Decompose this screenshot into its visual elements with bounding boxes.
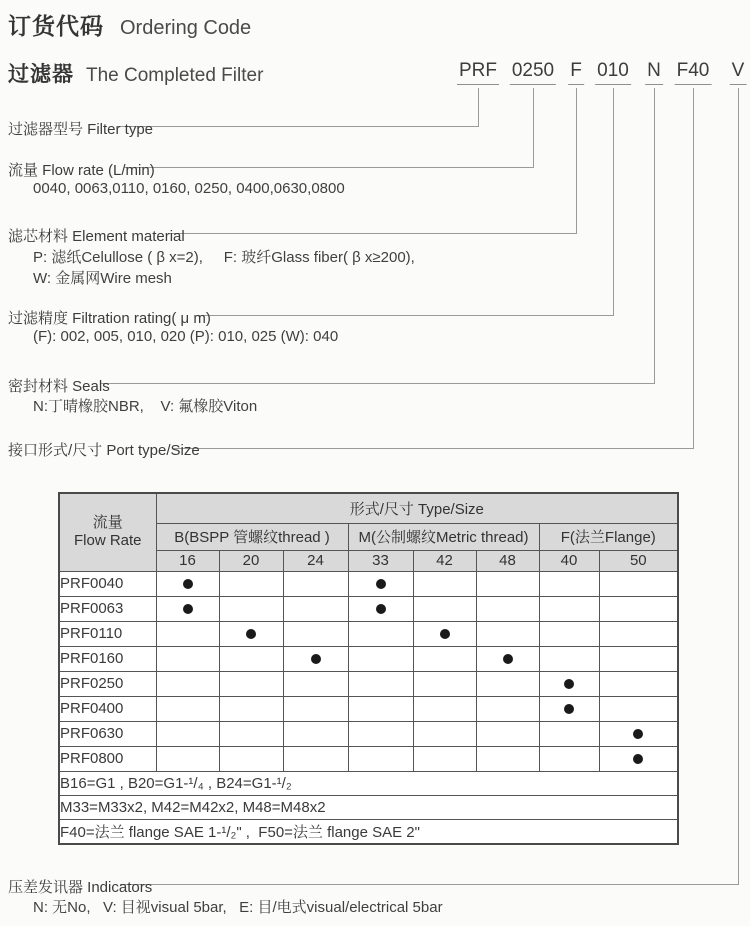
connector-vertical: [654, 88, 655, 383]
availability-dot-icon: [246, 629, 256, 639]
availability-cell: [348, 621, 413, 646]
availability-cell: [156, 596, 219, 621]
section-title: [8, 58, 263, 88]
availability-dot-icon: [183, 604, 193, 614]
section-title-zh: 过滤器: [8, 63, 74, 86]
model-cell: PRF0160: [59, 646, 156, 671]
size-header: 20: [219, 550, 283, 571]
code-segment-f40: F40: [675, 60, 712, 85]
availability-cell: [156, 696, 219, 721]
size-header: 24: [283, 550, 348, 571]
group-header-flange: F(法兰Flange): [539, 523, 678, 550]
field-filtration-rating: 过滤精度 Filtration rating( μ m): [8, 310, 211, 327]
code-segment-0250: 0250: [510, 60, 556, 85]
availability-cell: [476, 721, 539, 746]
availability-cell: [539, 571, 599, 596]
connector-vertical: [613, 88, 614, 315]
model-cell: PRF0063: [59, 596, 156, 621]
table-note-row: [59, 795, 678, 819]
field-filter-type: 过滤器型号 Filter type: [8, 121, 154, 138]
connector-horizontal: [118, 126, 479, 127]
availability-cell: [283, 671, 348, 696]
connector-vertical: [693, 88, 694, 448]
availability-cell: [599, 746, 678, 771]
seals-values: N:丁晴橡胶NBR, V: 氟橡胶Viton: [33, 398, 258, 415]
page-title-en: Ordering Code: [120, 17, 252, 39]
code-segment-n: N: [645, 60, 663, 85]
page-title-zh: 订货代码: [8, 13, 104, 39]
availability-cell: [476, 671, 539, 696]
availability-cell: [539, 671, 599, 696]
availability-cell: [283, 621, 348, 646]
availability-cell: [283, 721, 348, 746]
connector-horizontal: [196, 315, 614, 316]
section-title-en: The Completed Filter: [86, 65, 264, 86]
availability-cell: [348, 596, 413, 621]
availability-dot-icon: [183, 579, 193, 589]
size-header: 40: [539, 550, 599, 571]
availability-cell: [283, 596, 348, 621]
availability-cell: [413, 621, 476, 646]
availability-cell: [476, 646, 539, 671]
table-note-row: [59, 771, 678, 795]
model-cell: PRF0800: [59, 746, 156, 771]
table-note-row: [59, 819, 678, 844]
availability-dot-icon: [564, 679, 574, 689]
size-header: 42: [413, 550, 476, 571]
availability-cell: [413, 571, 476, 596]
table-row: [59, 746, 678, 771]
connector-horizontal: [120, 884, 739, 885]
group-header-metric: M(公制螺纹Metric thread): [348, 523, 539, 550]
availability-cell: [539, 721, 599, 746]
availability-cell: [156, 721, 219, 746]
type-size-header: 形式/尺寸 Type/Size: [156, 493, 678, 523]
availability-cell: [413, 746, 476, 771]
availability-cell: [476, 621, 539, 646]
connector-horizontal: [100, 383, 655, 384]
availability-cell: [219, 746, 283, 771]
availability-dot-icon: [633, 729, 643, 739]
availability-cell: [413, 646, 476, 671]
availability-cell: [539, 746, 599, 771]
availability-cell: [476, 696, 539, 721]
field-element-material: 滤芯材料 Element material: [8, 228, 185, 245]
availability-cell: [599, 646, 678, 671]
availability-cell: [599, 721, 678, 746]
page-title: [8, 8, 251, 41]
availability-cell: [413, 671, 476, 696]
element-material-line1: P: 滤纸Celullose ( β x=2), F: 玻纤Glass fiber( β x≥200),: [33, 249, 415, 266]
model-cell: PRF0110: [59, 621, 156, 646]
availability-cell: [476, 571, 539, 596]
field-indicators: 压差发讯器 Indicators: [8, 879, 153, 896]
availability-cell: [599, 571, 678, 596]
size-header: 48: [476, 550, 539, 571]
availability-cell: [348, 671, 413, 696]
connector-horizontal: [172, 448, 694, 449]
availability-cell: [283, 746, 348, 771]
model-cell: PRF0400: [59, 696, 156, 721]
availability-cell: [599, 696, 678, 721]
model-cell: PRF0630: [59, 721, 156, 746]
availability-cell: [219, 671, 283, 696]
availability-dot-icon: [376, 604, 386, 614]
corner-header-en: Flow Rate: [73, 532, 142, 550]
availability-cell: [219, 596, 283, 621]
availability-cell: [156, 646, 219, 671]
field-seals: 密封材料 Seals: [8, 378, 110, 395]
connector-horizontal: [124, 167, 534, 168]
availability-cell: [413, 721, 476, 746]
connector-horizontal: [168, 233, 577, 234]
availability-cell: [219, 571, 283, 596]
availability-cell: [156, 621, 219, 646]
table-row: [59, 621, 678, 646]
availability-cell: [599, 621, 678, 646]
availability-cell: [156, 671, 219, 696]
corner-header-zh: 流量: [92, 513, 123, 531]
availability-cell: [476, 596, 539, 621]
availability-cell: [156, 571, 219, 596]
availability-cell: [539, 621, 599, 646]
availability-cell: [476, 746, 539, 771]
connector-vertical: [576, 88, 577, 233]
table-row: [59, 596, 678, 621]
field-flow-rate: 流量 Flow rate (L/min): [8, 162, 155, 179]
flow-rate-values: 0040, 0063,0110, 0160, 0250, 0400,0630,0800: [33, 180, 345, 197]
note-cell: F40=法兰 flange SAE 1-¹/₂" , F50=法兰 flange SAE 2": [59, 819, 678, 844]
availability-cell: [219, 696, 283, 721]
size-header: 16: [156, 550, 219, 571]
model-cell: PRF0250: [59, 671, 156, 696]
table-corner-header: [59, 493, 156, 571]
table-row: [59, 571, 678, 596]
size-header: 33: [348, 550, 413, 571]
availability-cell: [156, 746, 219, 771]
availability-dot-icon: [376, 579, 386, 589]
connector-vertical: [533, 88, 534, 167]
availability-dot-icon: [311, 654, 321, 664]
table-row: [59, 696, 678, 721]
group-header-bspp: B(BSPP 管螺纹thread ): [156, 523, 348, 550]
element-material-line2: W: 金属网Wire mesh: [33, 270, 172, 287]
availability-cell: [348, 571, 413, 596]
availability-dot-icon: [633, 754, 643, 764]
field-port-type: 接口形式/尺寸 Port type/Size: [8, 442, 200, 459]
availability-cell: [539, 596, 599, 621]
availability-cell: [219, 721, 283, 746]
availability-cell: [348, 746, 413, 771]
filtration-rating-values: (F): 002, 005, 010, 020 (P): 010, 025 (W): 040: [33, 328, 339, 345]
availability-cell: [348, 696, 413, 721]
availability-cell: [219, 646, 283, 671]
availability-cell: [539, 696, 599, 721]
availability-cell: [219, 621, 283, 646]
indicators-values: N: 无No, V: 目视visual 5bar, E: 目/电式visual/electrical 5bar: [33, 899, 443, 916]
availability-cell: [413, 696, 476, 721]
code-segment-010: 010: [595, 60, 631, 85]
code-segment-prf: PRF: [457, 60, 499, 85]
table-row: [59, 646, 678, 671]
model-cell: PRF0040: [59, 571, 156, 596]
availability-dot-icon: [440, 629, 450, 639]
availability-cell: [599, 596, 678, 621]
code-segment-f: F: [568, 60, 584, 85]
connector-vertical: [738, 88, 739, 884]
availability-cell: [348, 646, 413, 671]
availability-cell: [283, 696, 348, 721]
availability-cell: [539, 646, 599, 671]
table-row: [59, 671, 678, 696]
availability-cell: [413, 596, 476, 621]
availability-dot-icon: [564, 704, 574, 714]
connector-vertical: [478, 88, 479, 126]
availability-dot-icon: [503, 654, 513, 664]
port-size-table: [58, 492, 679, 845]
size-header: 50: [599, 550, 678, 571]
note-cell: M33=M33x2, M42=M42x2, M48=M48x2: [59, 795, 678, 819]
availability-cell: [283, 571, 348, 596]
note-cell: B16=G1 , B20=G1-¹/₄ , B24=G1-¹/₂: [59, 771, 678, 795]
availability-cell: [599, 671, 678, 696]
availability-cell: [283, 646, 348, 671]
table-row: [59, 721, 678, 746]
code-segment-v: V: [730, 60, 747, 85]
availability-cell: [348, 721, 413, 746]
